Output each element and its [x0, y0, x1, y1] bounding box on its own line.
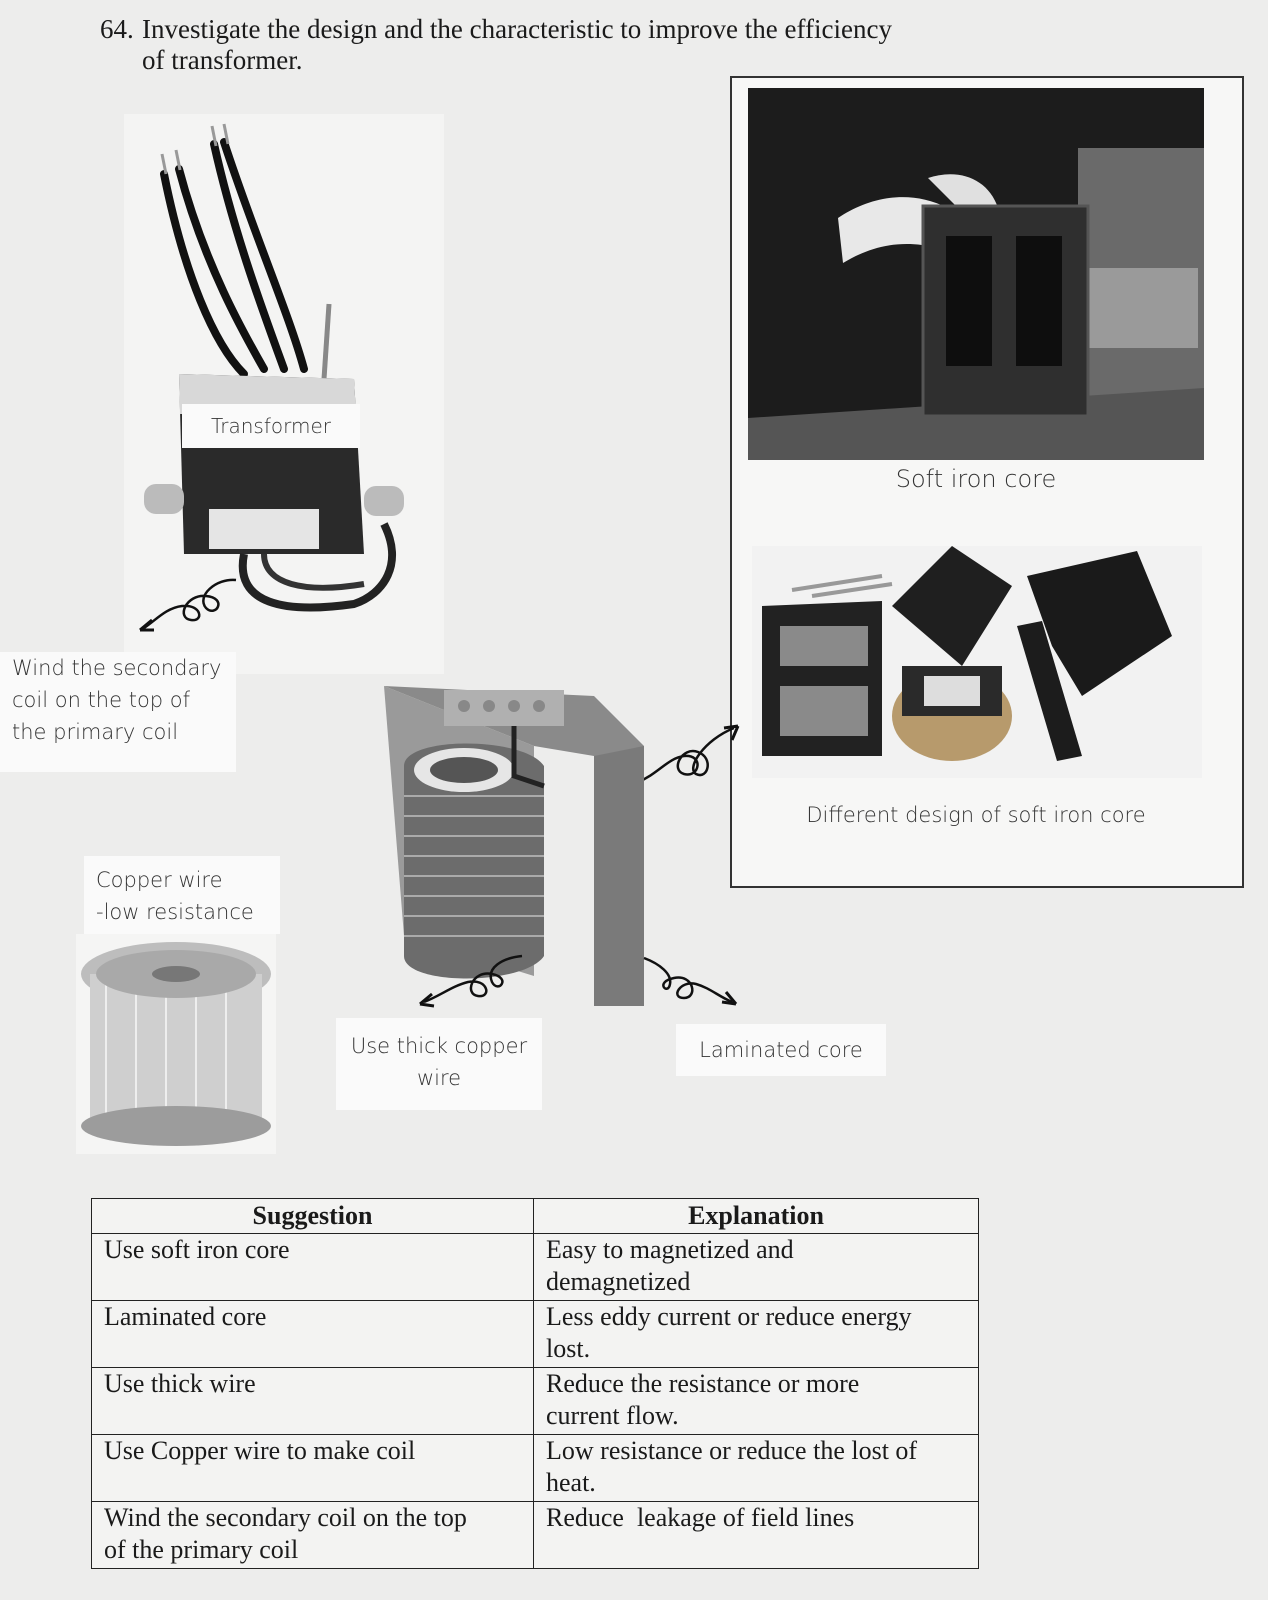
thick-copper-label	[336, 1018, 542, 1110]
wind-secondary-line1: Wind the secondary	[12, 656, 222, 680]
suggestion-cell	[92, 1502, 534, 1569]
question	[100, 14, 1000, 76]
explanation-cell	[534, 1301, 979, 1368]
copper-wire-label	[84, 856, 280, 934]
suggestion-text: Use soft iron core	[104, 1235, 290, 1264]
explanation-text: Easy to magnetized and	[546, 1235, 794, 1264]
suggestion-text: of the primary coil	[104, 1535, 299, 1564]
transformer-label: Transformer	[182, 404, 360, 448]
soft-iron-core-label: Soft iron core	[895, 465, 1057, 493]
curly-arrow-icon	[640, 952, 740, 1022]
wind-secondary-label	[0, 652, 236, 772]
wind-secondary-line2: coil on the top of	[12, 688, 191, 712]
suggestion-table	[91, 1198, 979, 1569]
copper-wire-line2: -low resistance	[96, 900, 254, 924]
header-explanation: Explanation	[534, 1199, 979, 1234]
explanation-cell	[534, 1234, 979, 1301]
thick-copper-line2: wire	[416, 1066, 462, 1090]
table-row	[92, 1435, 979, 1502]
explanation-text: Less eddy current or reduce energy	[546, 1302, 912, 1331]
explanation-text: lost.	[546, 1334, 591, 1363]
curly-arrow-icon	[416, 948, 526, 1018]
suggestion-text: Laminated core	[104, 1302, 267, 1331]
table-row	[92, 1502, 979, 1569]
table-row	[92, 1301, 979, 1368]
explanation-text: Reduce leakage of field lines	[546, 1503, 855, 1532]
suggestion-cell	[92, 1301, 534, 1368]
explanation-text: heat.	[546, 1468, 596, 1497]
suggestion-cell	[92, 1435, 534, 1502]
explanation-cell	[534, 1435, 979, 1502]
question-line1: Investigate the design and the characteristic to improve the efficiency	[142, 14, 892, 44]
curly-arrow-icon	[136, 568, 246, 638]
wind-secondary-line3: the primary coil	[12, 720, 179, 744]
header-suggestion: Suggestion	[92, 1199, 534, 1234]
question-line2: of transformer.	[142, 45, 303, 75]
laminated-core-label: Laminated core	[676, 1024, 886, 1076]
table-row	[92, 1234, 979, 1301]
table-row	[92, 1368, 979, 1435]
question-number: 64.	[100, 14, 134, 44]
suggestion-cell	[92, 1368, 534, 1435]
core-designs-photo	[752, 546, 1202, 778]
suggestion-cell	[92, 1234, 534, 1301]
suggestion-text: Wind the secondary coil on the top	[104, 1503, 467, 1532]
suggestion-text: Use Copper wire to make coil	[104, 1436, 416, 1465]
thick-copper-line1: Use thick copper	[350, 1034, 528, 1058]
explanation-text: current flow.	[546, 1401, 679, 1430]
suggestion-text: Use thick wire	[104, 1369, 256, 1398]
explanation-text: demagnetized	[546, 1267, 691, 1296]
explanation-text: Low resistance or reduce the lost of	[546, 1436, 918, 1465]
explanation-cell	[534, 1502, 979, 1569]
explanation-cell	[534, 1368, 979, 1435]
soft-iron-core-photo	[748, 88, 1204, 460]
different-design-label: Different design of soft iron core	[806, 803, 1146, 827]
copper-wire-line1: Copper wire	[96, 868, 223, 892]
table-header-row	[92, 1199, 979, 1234]
copper-spool-photo	[76, 934, 276, 1154]
explanation-text: Reduce the resistance or more	[546, 1369, 860, 1398]
